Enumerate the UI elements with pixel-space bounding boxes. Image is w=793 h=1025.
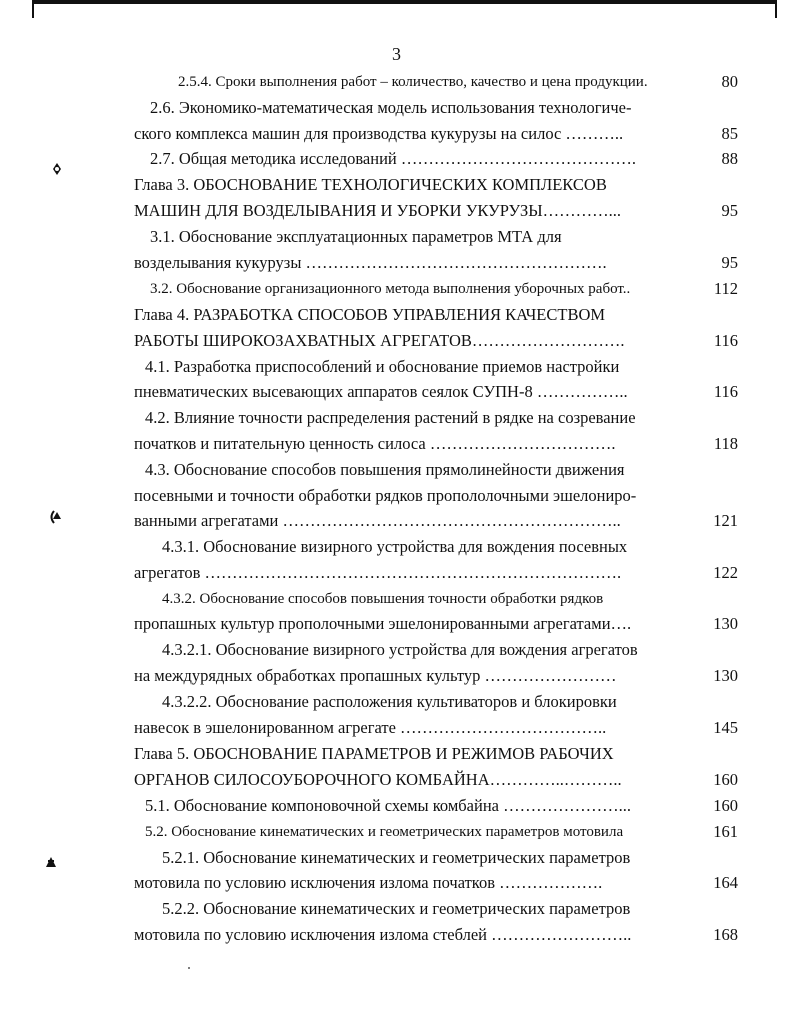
scan-edge-right [775,0,777,18]
toc-line: 2.7. Общая методика исследований ……………………………………. [150,149,637,168]
scan-edge-top [32,0,777,4]
toc-line: 3.2. Обоснование организационного метода выполнения уборочных работ.. [150,281,631,297]
toc-line: навесок в эшелонированном агрегате ……………………………….. [134,718,607,737]
toc-line: посевными и точности обработки рядков пропололочными эшелониро- [134,486,637,505]
toc-page-number: 161 [713,822,738,841]
toc-line: Глава 4. РАЗРАБОТКА СПОСОБОВ УПРАВЛЕНИЯ КАЧЕСТВОМ [134,305,606,324]
toc-line: пневматических высевающих аппаратов сеялок СУПН-8 …………….. [134,382,628,401]
toc-page-number: 95 [721,253,738,272]
toc-page-number: 145 [713,718,738,737]
scan-edge-left [32,0,34,18]
toc-line: 4.3.2.2. Обоснование расположения культиваторов и блокировки [162,692,617,711]
toc-line: 3.1. Обоснование эксплуатационных параметров МТА для [150,227,562,246]
toc-line: ОРГАНОВ СИЛОСОУБОРОЧНОГО КОМБАЙНА…………..……….. [134,770,622,789]
toc-line: 5.2.2. Обоснование кинематических и геометрических параметров [162,899,631,918]
toc-page-number: 88 [721,149,738,168]
toc-page-number: 168 [713,925,738,944]
toc-line: 5.1. Обоснование компоновочной схемы комбайна …………………... [145,796,631,815]
toc-line: 5.2.1. Обоснование кинематических и геометрических параметров [162,848,631,867]
toc-line: МАШИН ДЛЯ ВОЗДЕЛЫВАНИЯ И УБОРКИ УКУРУЗЫ…………... [134,201,622,220]
toc-line: пропашных культур прополочными эшелонированными агрегатами…. [134,614,632,633]
toc-page-number: 122 [713,563,738,582]
binder-hole-mark-icon [48,510,62,524]
toc-page-number: 112 [713,279,738,298]
toc-line: початков и питательную ценность силоса ……………………………. [134,434,616,453]
toc-line: ванными агрегатами …………………………………………………….. [134,511,621,530]
toc-line: возделывания кукурузы ………………………………………………. [134,253,607,272]
toc-line: 4.3.1. Обоснование визирного устройства для вождения посевных [162,537,628,556]
binder-hole-mark-icon [50,162,64,176]
toc-line: 4.3. Обоснование способов повышения прямолинейности движения [145,460,625,479]
toc-line: Глава 3. ОБОСНОВАНИЕ ТЕХНОЛОГИЧЕСКИХ КОМПЛЕКСОВ [134,175,607,194]
binder-hole-mark-icon [44,855,58,869]
toc-line: мотовила по условию исключения излома стеблей …………………….. [134,925,632,944]
toc-line: РАБОТЫ ШИРОКОЗАХВАТНЫХ АГРЕГАТОВ………………………. [134,331,625,350]
scan-speck [188,967,190,969]
page-number: 3 [392,44,401,64]
toc-line: 2.5.4. Сроки выполнения работ – количество, качество и цена продукции. [178,74,648,90]
toc-page-number: 130 [713,614,738,633]
toc-line: 5.2. Обоснование кинематических и геометрических параметров мотовила [145,824,624,840]
toc-page-number: 121 [713,511,738,530]
toc-page-number: 130 [713,666,738,685]
toc-line: 4.2. Влияние точности распределения растений в рядке на созревание [145,408,636,427]
toc-page-number: 116 [713,382,738,401]
toc-page-number: 160 [713,796,738,815]
toc-page-number: 116 [713,331,738,350]
toc-line: на междурядных обработках пропашных культур …………………… [134,666,617,685]
toc-line: 2.6. Экономико-математическая модель использования технологиче- [150,98,632,117]
toc-page-number: 95 [721,201,738,220]
toc-line: 4.3.2. Обоснование способов повышения точности обработки рядков [162,591,604,607]
toc-page-number: 160 [713,770,738,789]
toc-line: 4.3.2.1. Обоснование визирного устройства для вождения агрегатов [162,640,638,659]
toc-page-number: 85 [721,124,738,143]
toc-page-number: 118 [713,434,738,453]
toc-page-number: 80 [721,72,738,91]
toc-page-number: 164 [713,873,738,892]
toc-line: мотовила по условию исключения излома початков ………………. [134,873,603,892]
toc-line: Глава 5. ОБОСНОВАНИЕ ПАРАМЕТРОВ И РЕЖИМОВ РАБОЧИХ [134,744,614,763]
toc-line: ского комплекса машин для производства кукурузы на силос ……….. [134,124,624,143]
toc-line: агрегатов …………………………………………………………………. [134,563,622,582]
toc-line: 4.1. Разработка приспособлений и обоснование приемов настройки [145,357,620,376]
